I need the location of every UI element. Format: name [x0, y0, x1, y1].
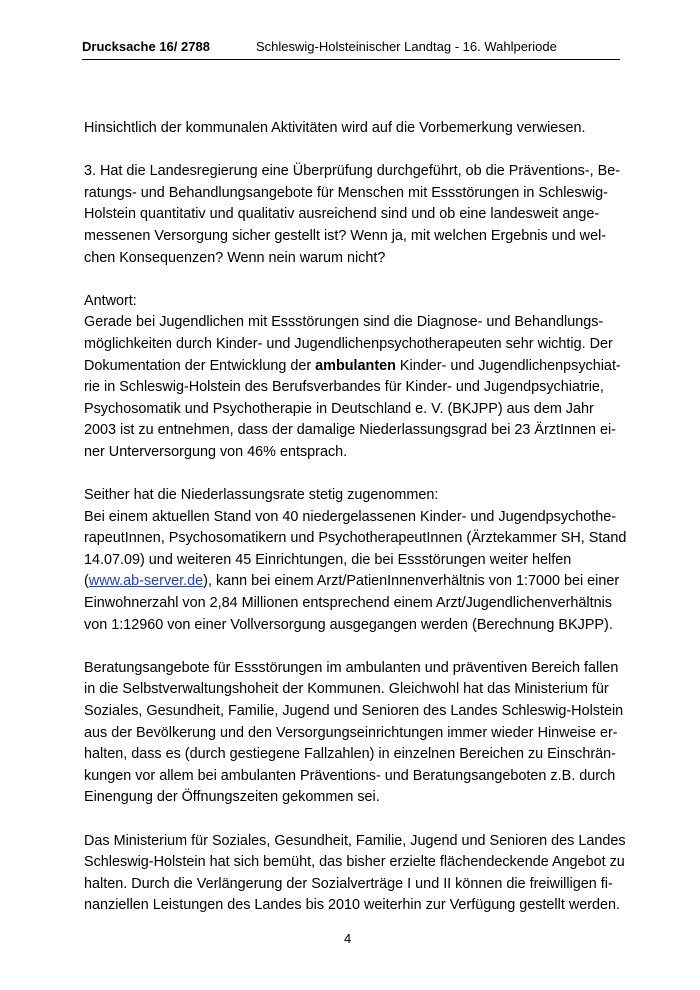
- text-line: 2003 ist zu entnehmen, dass der damalige Niederlassungsgrad bei 23 ÄrztInnen ei-: [84, 422, 616, 439]
- text-line: Bei einem aktuellen Stand von 40 niedergelassenen Kinder- und Jugendpsychothe-: [84, 508, 617, 525]
- text-line: Einwohnerzahl von 2,84 Millionen entsprechend einem Arzt/Jugendlichenverhältnis: [84, 595, 612, 612]
- page-header: [82, 37, 620, 60]
- text-line: möglichkeiten durch Kinder- und Jugendlichenpsychotherapeuten sehr wichtig. Der: [84, 335, 613, 352]
- question-line: chen Konsequenzen? Wenn nein warum nicht?: [84, 249, 386, 266]
- text-line: in die Selbstverwaltungshoheit der Kommunen. Gleichwohl hat das Ministerium für: [84, 681, 609, 698]
- landtag-title: Schleswig-Holsteinischer Landtag - 16. Wahlperiode: [256, 39, 557, 54]
- text-segment: (: [84, 573, 89, 590]
- text-line: Seither hat die Niederlassungsrate stetig zugenommen:: [84, 487, 439, 504]
- text-line: Einengung der Öffnungszeiten gekommen sei.: [84, 789, 380, 806]
- question-line: 3. Hat die Landesregierung eine Überprüfung durchgeführt, ob die Präventions-, Be-: [84, 163, 620, 180]
- text-line: rapeutInnen, Psychosomatikern und PsychotherapeutInnen (Ärztekammer SH, Stand: [84, 530, 627, 547]
- document-body: [84, 118, 627, 917]
- text-line: halten, dass es (durch gestiegene Fallzahlen) in einzelnen Bereichen zu Einschrän-: [84, 746, 616, 763]
- text-segment: Kinder- und Jugendlichenpsychiat-: [395, 357, 621, 374]
- answer-paragraph-3: [84, 658, 624, 809]
- question-line: ratungs- und Behandlungsangebote für Menschen mit Essstörungen in Schleswig-: [84, 184, 608, 201]
- question-line: messenen Versorgung sicher gestellt ist? Wenn ja, mit welchen Ergebnis und wel-: [84, 227, 607, 244]
- text-line: Gerade bei Jugendlichen mit Essstörungen sind die Diagnose- und Behandlungs-: [84, 314, 604, 331]
- text-line: [84, 571, 624, 593]
- page-number: 4: [344, 931, 352, 946]
- text-line: Psychosomatik und Psychotherapie in Deutschland e. V. (BKJPP) aus dem Jahr: [84, 400, 594, 417]
- question-line: Holstein quantitativ und qualitativ ausreichend sind und ob eine landesweit ange-: [84, 206, 600, 223]
- text-line: 14.07.09) und weiteren 45 Einrichtungen, die bei Essstörungen weiter helfen: [84, 551, 572, 568]
- drucksache-number: Drucksache 16/ 2788: [82, 39, 210, 54]
- text-line: halten. Durch die Verlängerung der Sozialverträge I und II können die freiwilligen fi-: [84, 875, 613, 892]
- text-line: von 1:12960 von einer Vollversorgung ausgegangen werden (Berechnung BKJPP).: [84, 616, 613, 633]
- text-line: nanziellen Leistungen des Landes bis 2010 weiterhin zur Verfügung gestellt werden.: [84, 897, 621, 914]
- question-paragraph: [84, 161, 624, 269]
- text-line: Soziales, Gesundheit, Familie, Jugend und Senioren des Landes Schleswig-Holstein: [84, 703, 624, 720]
- answer-paragraph-2: [84, 485, 627, 636]
- answer-label: Antwort:: [84, 292, 137, 309]
- answer-paragraph-4: [84, 831, 624, 917]
- text-segment: ), kann bei einem Arzt/PatienInnenverhältnis von 1:7000 bei einer: [203, 573, 620, 590]
- answer-paragraph-1: [84, 312, 624, 463]
- ab-server-link[interactable]: www.ab-server.de: [88, 573, 204, 590]
- bold-term-ambulanten: ambulanten: [315, 357, 396, 374]
- text-line: Das Ministerium für Soziales, Gesundheit, Familie, Jugend und Senioren des Landes: [84, 832, 626, 849]
- text-line: aus der Bevölkerung und den Versorgungseinrichtungen immer wieder Hinweise er-: [84, 724, 618, 741]
- text-line: ner Unterversorgung von 46% entsprach.: [84, 443, 348, 460]
- text-segment: Dokumentation der Entwicklung der: [84, 357, 316, 374]
- text-line: Beratungsangebote für Essstörungen im ambulanten und präventiven Bereich fallen: [84, 659, 619, 676]
- text-line: Schleswig-Holstein hat sich bemüht, das bisher erzielte flächendeckende Angebot zu: [84, 854, 625, 871]
- text-line: [84, 356, 624, 378]
- text-line: rie in Schleswig-Holstein des Berufsverbandes für Kinder- und Jugendpsychiatrie,: [84, 379, 604, 396]
- intro-text: Hinsichtlich der kommunalen Aktivitäten wird auf die Vorbemerkung verwiesen.: [84, 120, 586, 136]
- text-line: kungen vor allem bei ambulanten Präventions- und Beratungsangeboten z.B. durch: [84, 767, 616, 784]
